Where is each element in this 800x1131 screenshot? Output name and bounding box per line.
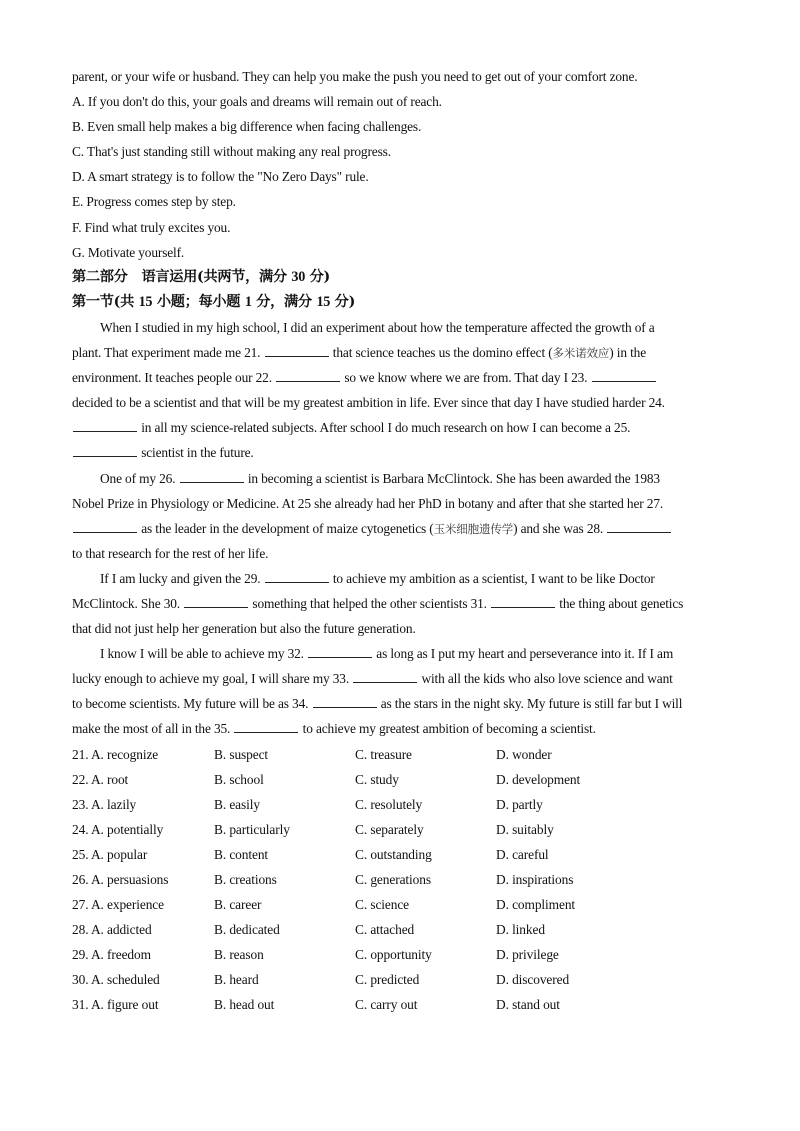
passage-line: [72, 691, 732, 716]
passage-text: in all my science-related subjects. After school I do much research on how I can become a 25.: [141, 420, 631, 436]
passage-continuation: parent, or your wife or husband. They can help you make the push you need to get out of your comfort zone.: [72, 69, 638, 84]
passage-text: to become scientists. My future will be as 34.: [72, 696, 309, 712]
passage-text: something that helped the other scientists 31.: [252, 595, 487, 611]
answer-blank-34[interactable]: [313, 694, 377, 708]
option-a[interactable]: 26. A. persuasions: [72, 872, 169, 887]
passage-line: [72, 516, 732, 541]
answer-blank-25[interactable]: [73, 443, 137, 457]
cloze-passage: [72, 315, 732, 742]
passage-line: [72, 440, 732, 465]
passage-line: [72, 666, 732, 691]
passage-text: ) in the: [609, 345, 647, 361]
passage-text: in becoming a scientist is Barbara McClintock. She has been awarded the 1983: [247, 470, 660, 486]
part-heading: [72, 265, 732, 290]
option-d: D. A smart strategy is to follow the "No Zero Days" rule.: [72, 169, 369, 185]
option-a[interactable]: 31. A. figure out: [72, 997, 159, 1013]
chinese-gloss: 多米诺效应: [552, 346, 610, 361]
passage-text: the thing about genetics: [559, 595, 684, 611]
section-total-points: 15: [316, 293, 331, 310]
option-d[interactable]: D. suitably: [496, 821, 554, 837]
question-row: [72, 917, 732, 942]
answer-blank-30[interactable]: [184, 594, 248, 608]
option-d[interactable]: D. development: [496, 771, 581, 787]
option-b[interactable]: B. suspect: [214, 746, 269, 762]
passage-text: One of my 26.: [100, 470, 176, 486]
option-d[interactable]: D. careful: [496, 846, 549, 862]
section-heading-text: 分，满分: [251, 293, 317, 310]
passage-text: Nobel Prize in Physiology or Medicine. At 25 she already had her PhD in botany and after that she started her 27.: [72, 495, 664, 511]
option-d[interactable]: D. linked: [496, 922, 545, 938]
option-b: B. Even small help makes a big difference when facing challenges.: [72, 119, 422, 135]
passage-line: [72, 541, 732, 566]
passage-text: as the leader in the development of maize cytogenetics (: [141, 520, 434, 536]
passage-text: I know I will be able to achieve my 32.: [100, 646, 304, 662]
option-d[interactable]: D. partly: [496, 796, 543, 812]
option-c[interactable]: C. separately: [355, 821, 424, 837]
passage-text: to that research for the rest of her life.: [72, 545, 269, 561]
passage-text: If I am lucky and given the 29.: [100, 570, 261, 586]
answer-blank-28[interactable]: [607, 519, 671, 533]
option-a[interactable]: 29. A. freedom: [72, 947, 151, 963]
question-row: [72, 967, 732, 992]
section-heading-text: 分): [330, 293, 355, 310]
answer-blank-29[interactable]: [265, 569, 329, 583]
option-c[interactable]: C. attached: [355, 922, 415, 938]
passage-text: so we know where we are from. That day I 23.: [344, 370, 588, 386]
part-title-start: 语言运用(共两节，满分: [141, 268, 292, 285]
answer-blank-26[interactable]: [180, 469, 244, 483]
option-a[interactable]: 28. A. addicted: [72, 922, 152, 938]
passage-text: plant. That experiment made me 21.: [72, 345, 261, 361]
option-d[interactable]: D. wonder: [496, 746, 552, 762]
option-c[interactable]: C. treasure: [355, 746, 412, 762]
passage-line: [72, 616, 732, 641]
passage-line: [72, 641, 732, 666]
option-b[interactable]: B. content: [214, 846, 269, 862]
question-row: [72, 792, 732, 817]
option-a[interactable]: 22. A. root: [72, 771, 129, 787]
passage-line: [72, 415, 732, 440]
question-row: [72, 817, 732, 842]
option-b[interactable]: B. particularly: [214, 821, 290, 837]
option-a[interactable]: 24. A. potentially: [72, 821, 164, 837]
option-c[interactable]: C. opportunity: [355, 947, 432, 963]
passage-text: as long as I put my heart and perseverance into it. If I am: [376, 646, 674, 662]
option-a: A. If you don't do this, your goals and dreams will remain out of reach.: [72, 94, 442, 110]
option-d[interactable]: D. stand out: [496, 997, 560, 1013]
section-heading: [72, 290, 732, 315]
question-row: [72, 892, 732, 917]
chinese-gloss: 玉米细胞遗传学: [433, 521, 514, 536]
question-row: [72, 942, 732, 967]
passage-line: [72, 716, 732, 741]
option-b[interactable]: B. dedicated: [214, 922, 280, 938]
passage-text: with all the kids who also love science and want: [421, 671, 673, 687]
section-heading-text: 小题；每小题: [152, 293, 245, 310]
passage-line: [72, 340, 732, 365]
part-score: 30: [291, 268, 306, 285]
passage-text: lucky enough to achieve my goal, I will share my 33.: [72, 671, 350, 687]
question-options-list: [72, 742, 732, 1018]
passage-text: ) and she was 28.: [513, 520, 604, 536]
passage-text: that did not just help her generation but also the future generation.: [72, 621, 416, 637]
passage-text: that science teaches us the domino effect (: [332, 345, 553, 361]
answer-blank-33[interactable]: [353, 669, 417, 683]
passage-line: [72, 491, 732, 516]
passage-line: [72, 365, 732, 390]
passage-text: When I studied in my high school, I did an experiment about how the temperature affected the growth of a: [100, 319, 655, 335]
answer-blank-32[interactable]: [308, 644, 372, 658]
passage-line: [72, 566, 732, 591]
passage-line: [72, 591, 732, 616]
passage-text: to achieve my ambition as a scientist, I want to be like Doctor: [332, 570, 655, 586]
part-title-end: 分): [305, 268, 330, 285]
option-c[interactable]: C. predicted: [355, 972, 420, 988]
option-c[interactable]: C. science: [355, 897, 410, 913]
passage-text: make the most of all in the 35.: [72, 721, 231, 737]
option-d[interactable]: D. compliment: [496, 897, 576, 913]
passage-text: decided to be a scientist and that will be my greatest ambition in life. Ever since that day I have studied harder 24.: [72, 395, 665, 411]
option-f: F. Find what truly excites you.: [72, 219, 231, 235]
option-a[interactable]: 30. A. scheduled: [72, 972, 160, 988]
section-question-count: 15: [138, 293, 153, 310]
section-heading-text: 第一节(共: [72, 293, 139, 310]
answer-blank-27[interactable]: [73, 519, 137, 533]
answer-blank-23[interactable]: [592, 368, 656, 382]
answer-blank-21[interactable]: [265, 343, 329, 357]
passage-text: to achieve my greatest ambition of becoming a scientist.: [302, 721, 596, 737]
option-b[interactable]: B. heard: [214, 972, 259, 988]
part-prefix: 第二部分: [72, 268, 128, 285]
passage-line: [72, 315, 732, 340]
passage-line: [72, 466, 732, 491]
option-b[interactable]: B. easily: [214, 796, 260, 812]
passage-text: scientist in the future.: [141, 445, 254, 461]
seven-choice-options: [72, 89, 732, 265]
option-b[interactable]: B. career: [214, 897, 262, 913]
exam-page: [72, 64, 732, 1018]
question-row: [72, 767, 732, 792]
passage-line: [72, 390, 732, 415]
option-e: E. Progress comes step by step.: [72, 194, 236, 210]
option-c[interactable]: C. generations: [355, 872, 431, 887]
question-row: [72, 842, 732, 867]
option-a[interactable]: 21. A. recognize: [72, 746, 159, 762]
option-c[interactable]: C. carry out: [355, 997, 418, 1013]
answer-blank-22[interactable]: [276, 368, 340, 382]
option-g: G. Motivate yourself.: [72, 244, 185, 260]
passage-text: environment. It teaches people our 22.: [72, 370, 272, 386]
option-a[interactable]: 27. A. experience: [72, 897, 164, 913]
question-row: [72, 992, 732, 1017]
answer-blank-31[interactable]: [491, 594, 555, 608]
option-d[interactable]: D. inspirations: [496, 872, 574, 887]
option-c[interactable]: C. outstanding: [355, 846, 432, 862]
passage-text: McClintock. She 30.: [72, 595, 180, 611]
option-b[interactable]: B. reason: [214, 947, 264, 963]
option-b[interactable]: B. head out: [214, 997, 275, 1013]
option-d[interactable]: D. privilege: [496, 947, 559, 963]
option-b[interactable]: B. creations: [214, 872, 277, 887]
passage-text: as the stars in the night sky. My future is still far but I will: [380, 696, 683, 712]
question-row: [72, 867, 732, 892]
question-row: [72, 742, 732, 767]
option-d[interactable]: D. discovered: [496, 972, 570, 988]
option-c[interactable]: C. study: [355, 771, 399, 787]
option-a[interactable]: 23. A. lazily: [72, 796, 137, 812]
section-points-each: 1: [244, 293, 252, 310]
option-c: C. That's just standing still without making any real progress.: [72, 144, 391, 160]
option-b[interactable]: B. school: [214, 771, 264, 787]
option-a[interactable]: 25. A. popular: [72, 846, 148, 862]
answer-blank-35[interactable]: [234, 719, 298, 733]
answer-blank-24[interactable]: [73, 418, 137, 432]
option-c[interactable]: C. resolutely: [355, 796, 423, 812]
